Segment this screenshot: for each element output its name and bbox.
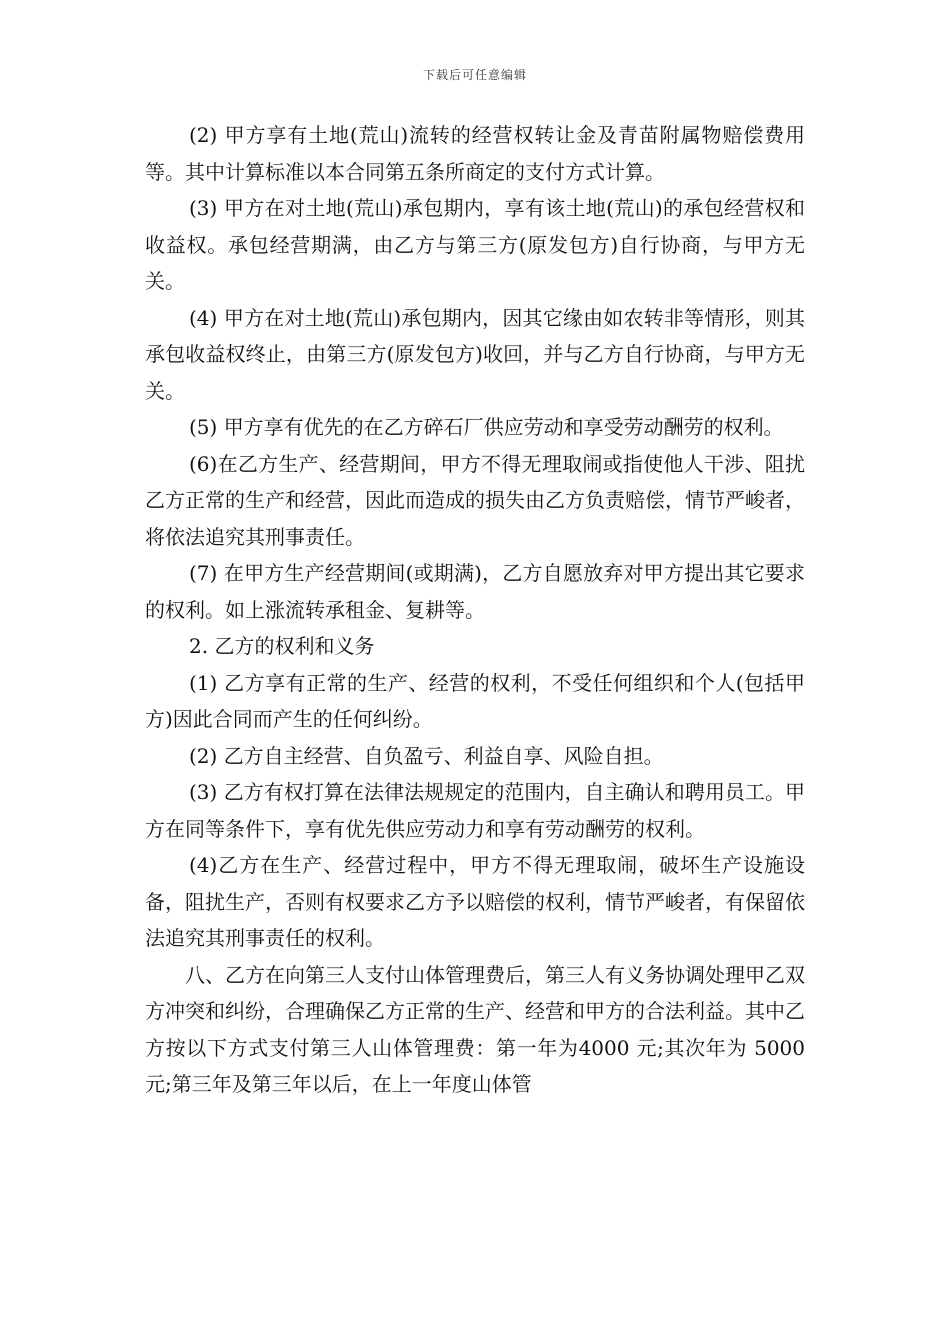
paragraph-article-eight: 八、乙方在向第三人支付山体管理费后，第三人有义务协调处理甲乙双方冲突和纠纷，合理确保乙方正常的生产、经营和甲方的合法利益。其中乙方按以下方式支付第三人山体管理费：第一年为4000 元;其次年为 5000 元;第三年及第三年以后，在上一年度山体管 [145,962,805,1096]
section-heading-party-b: 2. 乙方的权利和义务 [189,634,375,658]
paragraph-clause-a5: (5) 甲方享有优先的在乙方碎石厂供应劳动和享受劳动酬劳的权利。 [189,415,784,439]
paragraph-clause-a2: (2) 甲方享有土地(荒山)流转的经营权转让金及青苗附属物赔偿费用等。其中计算标准以本合同第五条所商定的支付方式计算。 [145,123,805,184]
page-header: 下载后可任意编辑 [422,68,527,82]
paragraph-clause-a3: (3) 甲方在对土地(荒山)承包期内，享有该土地(荒山)的承包经营权和收益权。承包经营期满，由乙方与第三方(原发包方)自行协商，与甲方无关。 [145,196,805,293]
paragraph-clause-a7: (7) 在甲方生产经营期间(或期满)，乙方自愿放弃对甲方提出其它要求的权利。如上涨流转承租金、复耕等。 [145,561,805,622]
paragraph-clause-a4: (4) 甲方在对土地(荒山)承包期内，因其它缘由如农转非等情形，则其承包收益权终止，由第三方(原发包方)收回，并与乙方自行协商，与甲方无关。 [145,305,805,403]
paragraph-clause-b1: (1) 乙方享有正常的生产、经营的权利，不受任何组织和个人(包括甲方)因此合同而产生的任何纠纷。 [145,670,805,731]
paragraph-clause-b4: (4)乙方在生产、经营过程中，甲方不得无理取闹，破坏生产设施设备，阻扰生产，否则有权要求乙方予以赔偿的权利，情节严峻者，有保留依法追究其刑事责任的权利。 [145,853,805,950]
paragraph-clause-b2: (2) 乙方自主经营、自负盈亏、利益自享、风险自担。 [189,743,664,768]
paragraph-clause-b3: (3) 乙方有权打算在法律法规规定的范围内，自主确认和聘用员工。甲方在同等条件下，享有优先供应劳动力和享有劳动酬劳的权利。 [145,780,805,841]
document-body [145,117,805,1103]
paragraph-clause-a6: (6)在乙方生产、经营期间，甲方不得无理取闹或指使他人干涉、阻扰乙方正常的生产和经营，因此而造成的损失由乙方负责赔偿，情节严峻者，将依法追究其刑事责任。 [145,451,805,549]
